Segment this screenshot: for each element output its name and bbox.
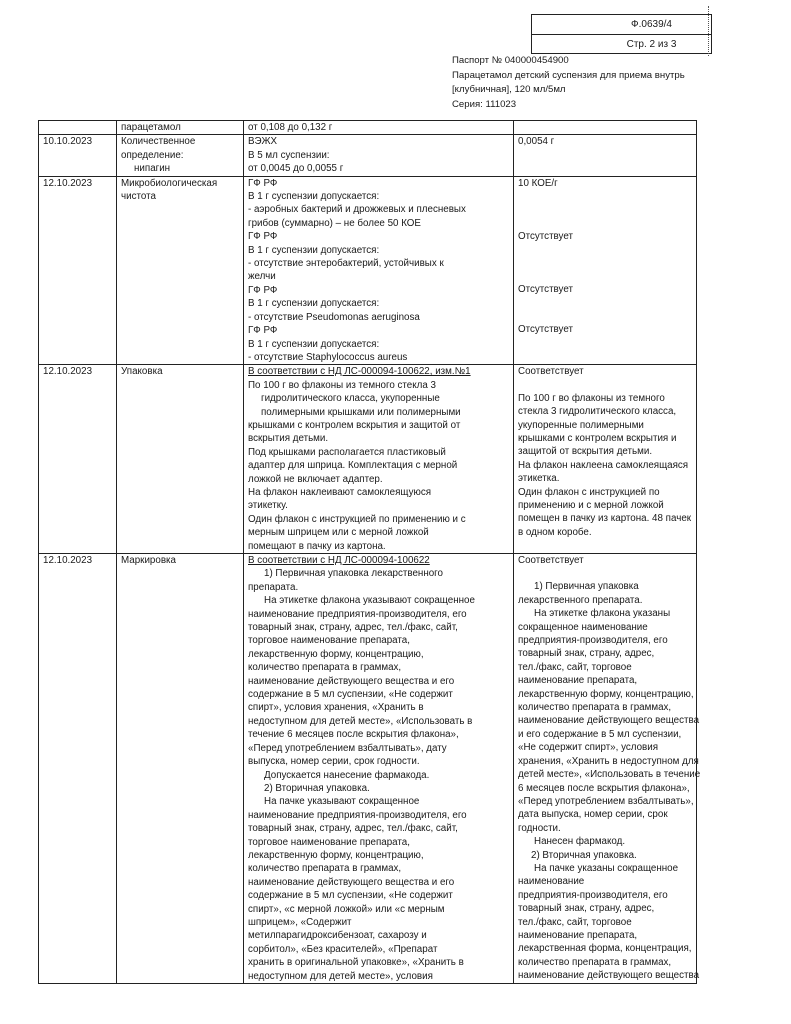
form-code: Ф.0639/4 [532, 15, 711, 35]
test-date: 12.10.2023 [39, 554, 117, 984]
result-text: Соответствует По 100 г во флаконы из темного стекла 3 гидролитического класса, укупоренные полимерными крышками с контролем вскрытия и защитой от вскрытия детьми. На флакон наклеена самоклеящаяся этикетка. Один флакон с инструкцией по применению и с мерной ложкой помещен в пачку из картона. 48 пачек в одном коробе. [514, 365, 697, 554]
norm-text: ВЭЖХ В 5 мл суспензии: от 0,0045 до 0,0055 г [244, 135, 514, 176]
table-row [39, 554, 697, 984]
test-date: 10.10.2023 [39, 135, 117, 176]
norm-text: от 0,108 до 0,132 г [244, 121, 514, 135]
norm-text: ГФ РФ В 1 г суспензии допускается: - аэробных бактерий и дрожжевых и плесневых грибов (суммарно) – не более 50 КОЕ ГФ РФ В 1 г суспензии допускается: - отсутствие энтеробактерий, устойчивых к желчи ГФ РФ В 1 г суспензии допускается: - отсутствие Pseudomonas aeruginosa ГФ РФ В 1 г суспензии допускается: - отсутствие Staphylococcus aureus [244, 176, 514, 365]
passport-number: Паспорт № 040000454900 [452, 55, 569, 66]
scan-edge-mark [708, 6, 710, 56]
result-text: Соответствует 1) Первичная упаковка лекарственного препарата. На этикетке флакона указаны сокращенное наименование предприятия-производителя, его товарный знак, страну, адрес, тел./факс, сайт, торговое наименование препарата, лекарственную форму, концентрацию, количество препарата в граммах, наименование действующего вещества и его содержание в 5 мл суспензии, «Не содержит спирт», условия хранения, «Хранить в недоступном для детей месте», «Использовать в течение 6 месяцев после вскрытия флакона», «Перед употреблением взбалтывать», дата выпуска, номер серии, срок годности. Нанесен фармакод. 2) Вторичная упаковка. На пачке указаны сокращенное наименование предприятия-производителя, его товарный знак, страну, адрес, тел./факс, сайт, торговое наименование препарата, лекарственная форма, концентрация, количество препарата в граммах, наименование действующего вещества [514, 554, 697, 984]
table-row [39, 121, 697, 135]
test-name: Количественное определение: нипагин [117, 135, 244, 176]
norm-text: В соответствии с НД ЛС-000094-100622, изм.№1 По 100 г во флаконы из темного стекла 3 гидролитического класса, укупоренные полимерными крышками или полимерными крышками с контролем вскрытия и защитой от вскрытия детьми. Под крышками располагается пластиковый адаптер для шприца. Комплектация с мерной ложкой не включает адаптер. На флакон наклеивают самоклеящуюся этикетку. Один флакон с инструкцией по применению и с мерным шприцем или с мерной ложкой помещают в пачку из картона. [244, 365, 514, 554]
table-row [39, 135, 697, 176]
test-name: парацетамол [117, 121, 244, 135]
test-name: Упаковка [117, 365, 244, 554]
test-date: 12.10.2023 [39, 176, 117, 365]
product-name: Парацетамол детский суспензия для приема внутрь [452, 69, 685, 81]
table-row [39, 176, 697, 365]
page-number: Стр. 2 из 3 [626, 38, 677, 50]
analysis-table [38, 120, 701, 984]
test-date: 12.10.2023 [39, 365, 117, 554]
batch-number: Серия: 111023 [452, 98, 517, 110]
test-name: Микробиологическая чистота [117, 176, 244, 365]
passport-header [452, 54, 712, 112]
test-name: Маркировка [117, 554, 244, 984]
table-row [39, 365, 697, 554]
result-text: 0,0054 г [514, 135, 697, 176]
result-text: 10 КОЕ/г Отсутствует Отсутствует Отсутствует [514, 176, 697, 365]
product-strength: [клубничная], 120 мл/5мл [452, 84, 566, 95]
form-code-box [531, 14, 712, 54]
norm-text: В соответствии с НД ЛС-000094-100622 1) Первичная упаковка лекарственного препарата. На этикетке флакона указывают сокращенное наименование предприятия-производителя, его товарный знак, страну, адрес, тел./факс, сайт, торговое наименование препарата, лекарственную форму, концентрацию, количество препарата в граммах, наименование действующего вещества и его содержание в 5 мл суспензии, «Не содержит спирт», условия хранения, «Хранить в недоступном для детей месте», «Использовать в течение 6 месяцев после вскрытия флакона», «Перед употреблением взбалтывать», дату выпуска, номер серии, срок годности. Допускается нанесение фармакода. 2) Вторичная упаковка. На пачке указывают сокращенное наименование предприятия-производителя, его товарный знак, страну, адрес, тел./факс, сайт, торговое наименование препарата, лекарственную форму, концентрацию, количество препарата в граммах, наименование действующего вещества и его содержание в 5 мл суспензии, «Не содержит спирт», «с мерной ложкой» или «с мерным шприцем», «Содержит метилпарагидроксибензоат, сахарозу и сорбитол», «Без красителей», «Препарат хранить в оригинальной упаковке», «Хранить в недоступном для детей месте», условия [244, 554, 514, 984]
